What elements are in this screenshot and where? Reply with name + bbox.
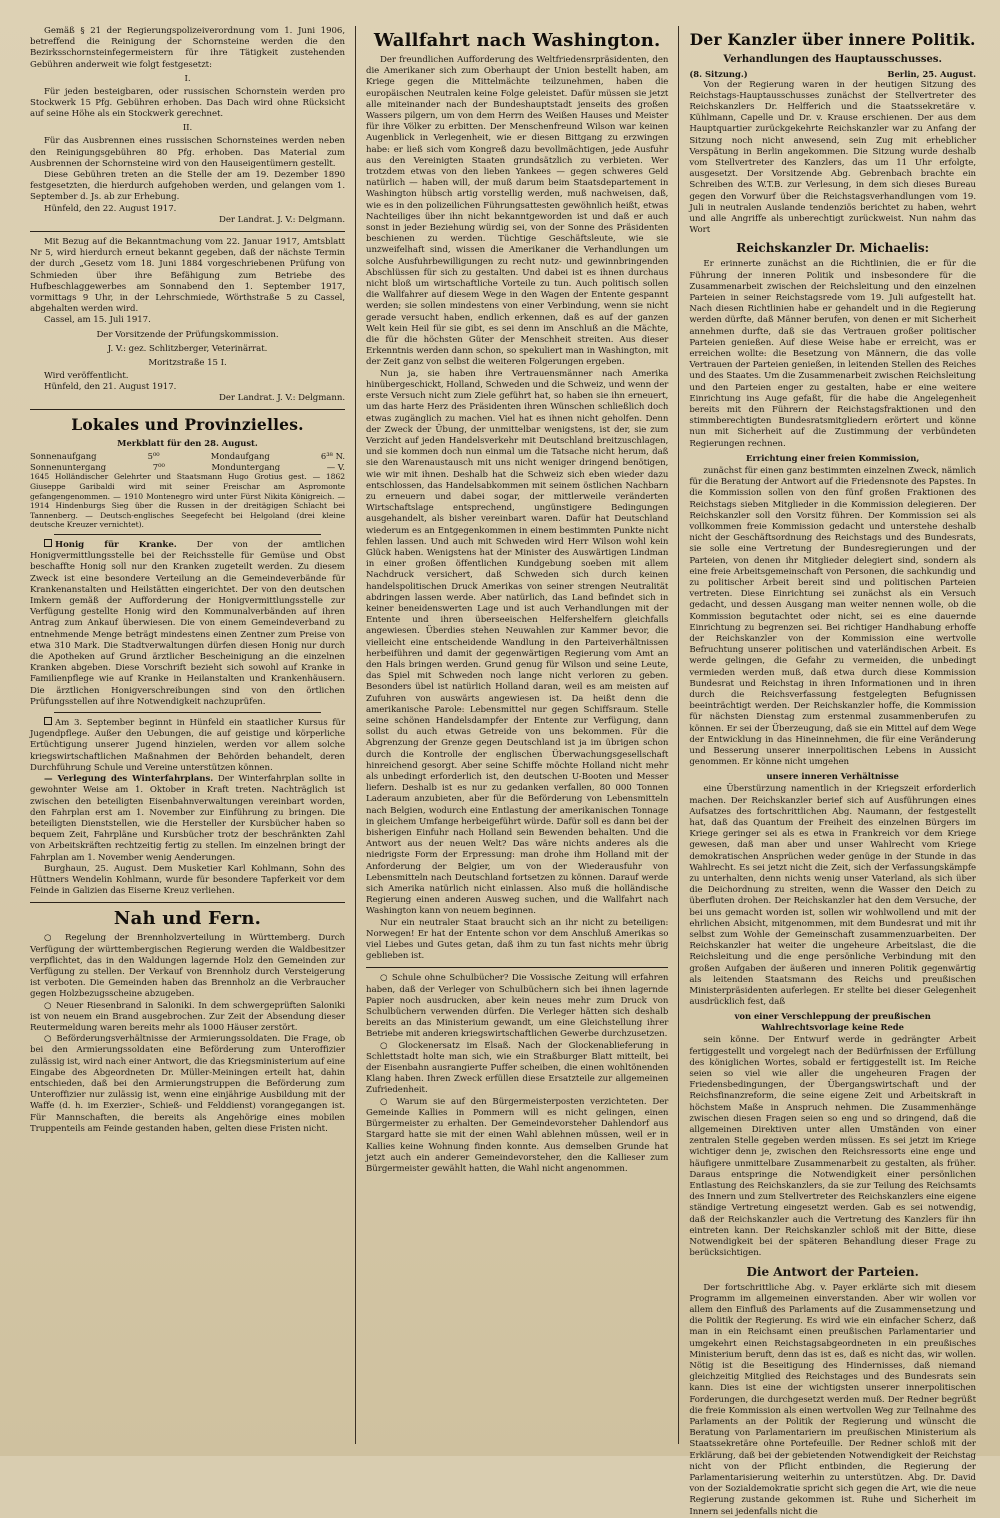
moonset-label: Monduntergang: [211, 461, 281, 472]
almanac-row: [30, 451, 345, 462]
notice-chair: Der Vorsitzende der Prüfungskommission.: [96, 329, 279, 340]
notice-paragraph: Mit Bezug auf die Bekanntmachung vom 22. Januar 1917, Amtsblatt Nr 5, wird hierdurch erneut bekannt gegeben, daß der nächste Termin der durch „Gesetz vom 18. Juni 1884 vorgeschriebenen Prüfung von Schmieden über ihre Befähigung zum Betriebe des Hufbeschlaggewerbes am Sonnabend den 1. September 1917, vormittags 9 Uhr, in der Lehrschmiede, Wörthstraße 5 zu Cassel, abgehalten werden wird.: [30, 237, 346, 315]
article-paragraph: Nun ja, sie haben ihre Vertrauensmänner nach Amerika hinübergeschickt, Holland, Schweden und die Schweiz, und wenn der erste Versuch nicht zum Ziele geführt hat, so haben sie ihn erneuert, um das harte Herz des Präsidenten ihren Wünschen schließlich doch etwas zugänglich zu machen. Viel hat es ihnen nicht geholfen. Denn der Zweck der Übung, der unmittelbar wenigstens, ist der, sie zum Verzicht auf jeden Handelsverkehr mit Deutschland breitzuschlagen, und sie kommen doch nun einmal um die Tatsache nicht herum, daß sie den Warenaustausch mit uns nicht weniger dringend benötigen, wie wir mit ihnen. Deshalb hat die Schweiz sich eben wieder dazu entschlossen, das Handelsabkommen mit seinem östlichen Nachbarn zu erneuern und dabei sogar, der mittlerweile veränderten Wirtschaftslage entsprechend, ungünstigere Bedingungen ausgehandelt, als bisher vereinbart waren. Dafür hat Deutschland wiederum es an Entgegenkommen in einem bestimmten Punkte nicht fehlen lassen. Und auch mit Schweden wird Herr Wilson wohl kein Glück haben. Wenigstens hat der Minister des Auswärtigen Lindman in einer großen öffentlichen Kundgebung soeben mit allem Nachdruck versichert, daß Schweden sich durch keinen handelspolitischen Druck Amerikas von seiner strengen Neutralität abdringen lassen werde. Aber natürlich, das Land befindet sich in keiner beneidenswerten Lage und ist auch Verhandlungen mit der Entente und ihren überseeischen Helfershelfern gleichfalls angewiesen. Überdies stehen Neuwahlen zur Kammer bevor, die vielleicht eine entscheidende Wandlung in den Parteiverhältnissen herbeiführen und damit der gegenwärtigen Regierung vom Amt an den Hals bringen werden. Grund genug für Wilson und seine Leute, das Spiel mit Schweden noch lange nicht verloren zu geben. Besonders übel ist natürlich Holland daran, weil es am meisten auf Zufuhren von auswärts angewiesen ist. Da heißt denn die amerikanische Parole: Lebensmittel nur gegen Schiffsraum. Stelle seine schönen Handelsdampfer der Entente zur Verfügung, dann sollst du auch etwas Getreide von uns bekommen. Für die Abgrenzung der Grenze gegen Deutschland ist ja im übrigen schon durch die Kontrolle der englischen Überwachungsgesellschaft hinreichend gesorgt. Aber seine Schiffe möchte Holland nicht mehr als unbedingt erforderlich ist, den deutschen U-Booten und Messer liefern. Deshalb ist es nur zu gedanken verfallen, 80 000 Tonnen Laderaum anzubieten, aber für die Beförderung von Lebensmitteln nach Belgien, wodurch eine Entlastung der amerikanischen Tonnage in gleichem Umfange herbeigeführt würde. Dafür soll es dann bei der bisherigen Einfuhr nach Holland sein Bewenden behalten. Und die Antwort aus der neuen Welt? Das wäre nichts anderes als die niedrigste Form der Erpressung: man drohe ihm Holland mit der Anforderung der Belgier, um von der Wiederausfuhr von Lebensmitteln nach Deutschland fortsetzen zu können. Darauf werde sich Amerika natürlich nicht einlassen. Also muß die holländische Regierung einen anderen Ausweg suchen, und die Wallfahrt nach Washington kann von neuem beginnen.: [366, 368, 669, 917]
moonset-time: — V.: [326, 461, 345, 472]
inline-subheading: unsere inneren Verhältnisse: [766, 771, 899, 782]
article-headline: — Verlegung des Winterfahrplans.: [44, 774, 214, 785]
news-item: ○ Neuer Riesenbrand in Saloniki. In dem schwergeprüften Saloniki ist von neuem ein Brand ausgebrochen. Zur Zeit der Absendung dieser Reutermeldung waren bereits mehr als 1000 Häuser zerstört.: [30, 1000, 346, 1033]
notice-chimney-fees: [30, 26, 345, 226]
columns: [20, 26, 986, 1517]
speaker-heading: Reichskanzler Dr. Michaelis:: [736, 241, 930, 256]
merkblatt-title: Merkblatt für den 28. August.: [117, 438, 258, 449]
article-subtitle: Verhandlungen des Hauptausschusses.: [723, 54, 942, 65]
almanac-row: [30, 462, 345, 473]
article-body: Der von der amtlichen Honigvermittlungsstelle bei der Reichsstelle für Gemüse und Obst beschaffte Honig soll nur den Kranken zugeteilt werden. Zu diesem Zweck ist eine besondere Verteilung an die Gemeindeverbände für Krankenanstalten und Heilstätten eingerichtet. Der von den deutschen Imkern gemäß der Aufforderung der Honigvermittlungsstelle zur Verfügung gestellte Honig wird den Kommunalverbänden auf ihren Antrag zum Ankauf überwiesen. Die von einem Gemeindeverband zu entnehmende Menge beträgt mindestens einen Zentner zum Preise von etwa 310 Mark. Die Stadtverwaltungen dürfen diesen Honig nur durch die Apotheken auf Grund ärztlicher Bescheinigung an die einzelnen Kranken abgeben. Diese Vorschrift bezieht sich sowohl auf Kranke in Familienpflege wie auf Kranke in Heilanstalten und Krankenhäusern. Die ärztlichen Honigverschreibungen sind von den örtlichen Prüfungsstellen auf ihre Notwendigkeit nachzuprüfen.: [30, 540, 346, 707]
notice-signature: Der Landrat. J. V.: Delgmann.: [219, 214, 346, 225]
notice-place-date: Hünfeld, den 21. August 1917.: [44, 381, 177, 392]
divider: [54, 712, 321, 713]
article-paragraph: Er erinnerte zunächst an die Richtlinien, die er für die Führung der inneren Politik und insbesondere für die Zusammenarbeit zwischen der Reichsleitung und den einzelnen Parteien in seiner Reichstagsrede vom 19. Juli aufgestellt hat. Nach diesen Richtlinien habe er gehandelt und in die Regierung werden dürfte, daß Männer berufen, von denen er mit Sicherheit annehmen durfte, daß sie das Vertrauen großer politischer Parteien genießen. Auf diese Weise habe er erreicht, was er erreichen wollte: die Besetzung von Männern, die das volle Vertrauen der Parteien genießen, in leitenden Stellen des Reiches und des Staates. Um die Zusammenarbeit zwischen Reichsleitung und den Parteien enger zu gestalten, habe er eine weitere Einrichtung ins Auge gefaßt, für die habe die Angelegenheit bereits mit den Führern der Reichstagsfraktionen und den stimmberechtigten Bundesratsmitgliedern erörtert und könne nun mit Sicherheit auf die Zustimmung der verbündeten Regierungen rechnen.: [689, 259, 976, 449]
article-paragraph: sein könne. Der Entwurf werde in gedrängter Arbeit fertiggestellt und vorgelegt nach der Bedürfnissen der Erfüllung des königlichen Wortes, sobald er fertiggestellt ist. Im Reiche seien so viel wie aller die ungeheuren Fragen der Friedensbedingungen, der Übergangswirtschaft und der Reichsfinanzreform, die seine eigene Zeit und Arbeitskraft in höchstem Maße in Anspruch nehmen. Die Zusammenhänge zwischen diesen Fragen seien so eng und so dringend, daß die allgemeinen Direktiven unter allen Umständen von einer zentralen Stelle gegeben werden müssen. Es sei jetzt im Kriege wichtiger denn je, zwischen den Reichsressorts eine enge und häufigere unmittelbare Zusammenarbeit zu gestalten, als früher. Daraus entspringe die Notwendigkeit einer persönlichen Entlastung des Reichskanzlers, da sie zur Teilung des Reichsamts des Innern und zum Stellvertreter des Reichskanzlers eine eigene ständige Vertretung eingesetzt werden. Gab es sei notwendig, daß der Reichskanzler auch die Vertretung des Kanzlers für ihn eintreten kann. Der Reichskanzler schloß mit der Bitte, diese Notwendigkeit bei der späteren Behandlung dieser Frage zu berücksichtigen.: [689, 1035, 976, 1259]
article-paragraph: Der fortschrittliche Abg. v. Payer erklärte sich mit diesem Programm im allgemeinen einverstanden. Aber wir wollen vor allem den Einfluß des Parlaments auf die Zusammensetzung und die Politik der Regierung. Es wird wie ein einfacher Scherz, daß man in ein Reichsamt einen preußischen Parlamentarier und umgekehrt einen Reichstagsabgeordneten in ein preußisches Ministerium beruft, denn das ist es, daß es nicht das, wir wollen. Nötig ist die Beseitigung des Hindernisses, daß niemand gleichzeitig Mitglied des Reichstages und des Bundesrats sein kann. Dies ist eine der wichtigsten unserer innerpolitischen Forderungen, die durchgesetzt werden muß. Der Redner begrüßt die freie Kommission als einen wertvollen Weg zur Teilnahme des Parlaments an der Politik der Regierung und wünscht die Beratung von Parlamentariern im preußischen Ministerium als Staatssekretäre ohne Portefeuille. Der Redner schloß mit der Erklärung, daß bei der gebietenden Notwendigkeit der Reichstag nicht von der Pflicht entbinden, die Regierung der Parlamentarisierung weiterhin zu unterstützen. Abg. Dr. David von der Sozialdemokratie spricht sich gegen die Art, wie die neue Regierung zustande gekommen ist. Ruhe und Sicherheit im Innern sei jedenfalls nicht die: [689, 1282, 976, 1517]
inline-subheading: von einer Verschleppung der preußischen Wahlrechtsvorlage keine Rede: [734, 1011, 931, 1033]
square-bullet-icon: [44, 539, 52, 547]
divider: [30, 902, 345, 903]
article-paragraph: zunächst für einen ganz bestimmten einzelnen Zweck, nämlich für die Beratung der Antwort auf die Friedensnote des Papstes. In die Kommission sollen von den fünf großen Fraktionen des Reichstags sieben Mitglieder in die Kommission delegieren. Der Reichskanzler soll den Vorsitz führen. Der Kommission sei als vollkommen freie Kommission gedacht und unterstehe deshalb nicht der Geschäftsordnung des Reichstags und des Bundesrats, sie solle eine Vertretung der Bundesregierungen und der Parteien, von denen ihr Mitglieder delegiert sind, sondern als eine freie Arbeitsgemeinschaft von Personen, die sachkundig und zu politischer Arbeit bereit sind und politischen Parteien vertreten. Diese Einrichtung sei zunächst als ein Versuch gedacht, und dessen Ausgang man weiter nennen wolle, ob die Kommission begutachtet oder nicht, sei es eine dauernde Einrichtung zu begrenzen sei. Bei richtiger Handhabung erhoffe der Reichskanzler von der Kommission eine wertvolle Befruchtung unserer politischen und vaterländischen Arbeit. Es werde gelingen, die Gefahr zu vermeiden, die unbedingt vermieden werden muß, daß etwa durch diese Kommission Bundesrat und Reichstag in ihren Informationen und in ihren durch die Reichsverfassung festgelegten Befugnissen beeinträchtigt werden. Der Reichskanzler hoffe, die Kommission für nächsten Dienstag zum erstenmal zusammenberufen zu können. Er sei der Überzeugung, daß sie ein Mittel auf dem Wege der Entwicklung in das Hineinnehmen, die für eine Veränderung und Besserung unserer innerpolitischen Lebens in Aussicht genommen. Er könne nicht umgehen: [689, 465, 976, 768]
column-middle: [355, 26, 678, 1444]
session-label: (8. Sitzung.): [689, 69, 748, 79]
news-item: ○ Glockenersatz im Elsaß. Nach der Glockenablieferung in Schlettstadt holte man sich, wie ein Straßburger Blatt mitteilt, bei der Eisenbahn ausrangierte Puffer scheiben, die einen wohltönenden Klang haben. Ihren Zweck erfüllen diese Ersatzteile zur allgemeinen Zufriedenheit.: [366, 1040, 669, 1096]
notice-paragraph: Diese Gebühren treten an die Stelle der am 19. Dezember 1890 festgesetzten, die hierdurch aufgehoben werden, und gelangen vom 1. September d. Js. ab zur Erhebung.: [30, 170, 346, 203]
article-body: Am 3. September beginnt in Hünfeld ein staatlicher Kursus für Jugendpflege. Außer den Uebungen, die auf geistige und körperliche Ertüchtigung unserer Jugend hinzielen, werden vor allem solche kriegswirtschaftlichen Maßnahmen der Behörden behandelt, deren Durchführung Schule und Vereine unterstützen können.: [30, 718, 346, 773]
article-honig: [30, 539, 345, 708]
sunset-label: Sonnenuntergang: [30, 461, 107, 472]
section-heading-parteien: Die Antwort der Parteien.: [746, 1264, 919, 1279]
dateline-row: [689, 69, 976, 80]
sunset-time: 7⁰⁰: [152, 461, 165, 472]
news-item: ○ Beförderungsverhältnisse der Armierungssoldaten. Die Frage, ob bei den Armierungssoldaten eine Beförderung zum Unteroffizier zulässig ist, wird nach einer Antwort, die das Kriegsministerium auf eine Eingabe des Abgeordneten Dr. Müller-Meiningen erteilt hat, dahin entschieden, daß bei den Armierungstruppen die Beförderung zum Unteroffizier nur zulässig ist, wenn eine einjährige Ausbildung mit der Waffe (d. h. im Exerzier-, Schieß- und Felddienst) vorangegangen ist. Für Mannschaften, die bereits als Angehörige eines mobilen Truppenteils am Feinde gestanden haben, gelten diese Fristen nicht.: [30, 1034, 346, 1134]
divider: [30, 231, 345, 232]
column-right: [678, 26, 986, 1517]
notice-address: Moritzstraße 15 I.: [148, 357, 227, 368]
article-title-wallfahrt: Wallfahrt nach Washington.: [373, 30, 661, 51]
notice-signature: J. V.: gez. Schlitzberger, Veterinärrat.: [107, 343, 268, 354]
article-paragraph: Nur ein neutraler Staat braucht sich an ihr nicht zu beteiligen: Norwegen! Er hat der Entente schon vor dem Anschluß Amerikas so viel Liebes und Gutes getan, daß ihm zu tun fast nichts mehr übrig geblieben ist.: [366, 917, 669, 962]
notice-place-date: Hünfeld, den 22. August 1917.: [44, 203, 177, 214]
notice-farrier-exam: [30, 237, 345, 404]
square-bullet-icon: [44, 717, 52, 725]
sunrise-time: 5⁰⁰: [147, 451, 160, 462]
notice-publication: Wird veröffentlicht.: [44, 370, 129, 381]
sunrise-label: Sonnenaufgang: [30, 451, 97, 462]
divider: [54, 534, 321, 535]
divider: [30, 409, 345, 410]
article-fahrplan: [30, 774, 345, 864]
section-title-lokales: Lokales und Provinzielles.: [71, 415, 304, 435]
article-paragraph: Der freundlichen Aufforderung des Weltfriedensrpräsidenten, den die Amerikaner sich zum Oberhaupt der Union bestellt haben, am Kriege gegen die Mittelmächte teilzunehmen, haben die europäischen Neutralen keine Folge geleistet. Dafür müssen sie jetzt alle miteinander nach der Bundeshauptstadt jenseits des großen Wassers pilgern, um von dem Herrn des Weißen Hauses und Meister für ihre Völker zu erbitten. Der Menschenfreund Wilson war keinen Augenblick in Verlegenheit, wie er diesen Bittgang zu erzwingen habe: er ließ sich vom Kongreß dazu bevollmächtigen, jede Ausfuhr aus den Vereinigten Staaten grundsätzlich zu verbieten. Wer trotzdem etwas von den lieben Yankees — gegen schweres Geld natürlich — haben will, der muß darum beim Staatsdepartement in Washington hübsch artig vorstellig werden, muß nachweisen, daß, wie es in den polizeilichen Führungsattesten gewöhnlich heißt, etwas Nachteiliges über ihn nicht bekanntgeworden ist und daß er auch sonst in jeder Beziehung würdig sei, von der Sonne des Präsidenten beschienen zu werden. Tüchtige Geschäftsleute, wie sie unzweifelhaft sind, wissen die Amerikaner die Verhandlungen um solche Ausfuhrbewilligungen zu recht nutz- und gewinnbringenden Abschlüssen für sich zu gestalten. Und dabei ist es ihnen durchaus nicht bloß um wirtschaftliche Vorteile zu tun. Auch politisch sollen die Wallfahrer auf diesem Wege in den Wagen der Entente gespannt werden; sie sollen mindestens von einer Verbindung, wenn sie nicht gerade versucht haben, endlich erkennen, daß es auf der ganzen Welt kein Heil für sie gibt, es sei denn im Anschluß an die Mächte, die für die höchsten Güter der Menschheit streiten. Aus dieser Erkenntnis werden dann schon, so spekuliert man in Washington, mit der Zeit ganz von selbst die weiteren Folgerungen ergeben.: [366, 55, 669, 368]
news-item: ○ Regelung der Brennholzverteilung in Württemberg. Durch Verfügung der württembergischen Regierung werden die Waldbesitzer verpflichtet, das in den Waldungen lagernde Holz den Gemeinden zur Verfügung zu stellen. Der Verkauf von Brennholz durch Versteigerung ist verboten. Die Gemeinden haben das Brennholz an die Verbraucher gegen Holzbezugsscheine abzugeben.: [30, 933, 346, 1000]
notice-place-date: Cassel, am 15. Juli 1917.: [44, 315, 151, 326]
notice-paragraph: Gemäß § 21 der Regierungspolizeiverordnung vom 1. Juni 1906, betreffend die Reinigung der Schornsteine werden die den Bezirksschornsteinfegermeistern für ihre Tätigkeit zustehenden Gebühren anderweit wie folgt festgesetzt:: [30, 26, 346, 70]
article-headline: Honig für Kranke.: [55, 540, 177, 551]
notice-paragraph: Für das Ausbrennen eines russischen Schornsteines werden neben den Reinigungsgebühren 80 Pfg. erhoben. Das Material zum Ausbrennen der Schornsteine wird von den Hauseigentümern gestellt.: [30, 136, 346, 169]
news-item: ○ Schule ohne Schulbücher? Die Vossische Zeitung will erfahren haben, daß der Verleger von Schulbüchern sich bei ihnen lagernde Papier noch ausdrucken, aber kein neues mehr zum Druck von Schulbüchern verwenden dürfen. Die Verleger hätten sich deshalb bereits an das Ministerium gewandt, um eine Gleichstellung ihrer Betriebe mit anderen kriegswirtschaftlichen Gewerbe durchzusetzen.: [366, 973, 669, 1040]
almanac-history: [30, 472, 345, 530]
inline-subheading: Errichtung einer freien Kommission,: [746, 452, 920, 463]
moonrise-time: 6³⁸ N.: [320, 451, 346, 462]
divider: [366, 967, 668, 968]
article-paragraph: Von der Regierung waren in der heutigen Sitzung des Reichstags-Hauptausschusses zunächst der Stellvertreter des Reichskanzlers Dr. Helfferich und die Staatssekretäre v. Kühlmann, Capelle und Dr. v. Krause erschienen. Der aus dem Hauptquartier zurückgekehrte Reichskanzler war zu Anfang der Sitzung noch nicht anwesend, sein Zug mit erheblicher Verspätung in Berlin angekommen. Die Sitzung wurde deshalb vom Stellvertreter des Kanzlers, das um 11 Uhr erfolgte, ausgesetzt. Der Vorsitzende Abg. Gebrenbach brachte ein Schreiben des W.T.B. zur Verlesung, in dem sich dieses Bureau gegen den Vorwurf über die Reichstagsverhandlungen vom 19. Juli in neutralen Auslande tendenziös berichtet zu haben, wehrt und alle Angriffe als unberechtigt zurückweist. Nun nahm das Wort: [689, 79, 976, 236]
news-item: ○ Warum sie auf den Bürgermeisterposten verzichteten. Der Gemeinde Kallies in Pommern will es nicht gelingen, einen Bürgermeister zu erhalten. Der Gemeindevorsteher Dahlendorf aus Stargard hatte sie mit der einen Wahl ablehnen müssen, weil er in Kallies keine Wohnung finden konnte. Aus demselben Grunde hat jetzt auch ein anderer Gemeindevorsteher, den die Kallieser zum Bürgermeister gewählt hatten, die Wahl nicht angenommen.: [366, 1096, 669, 1174]
notice-section-number: II.: [182, 123, 193, 134]
moonrise-label: Mondaufgang: [210, 451, 270, 462]
article-kursus: [30, 717, 345, 774]
article-title-kanzler: Der Kanzler über innere Politik.: [689, 30, 976, 49]
column-left: [20, 26, 355, 1444]
notice-paragraph: Für jeden besteigbaren, oder russischen Schornstein werden pro Stockwerk 15 Pfg. Gebühren erhoben. Das Dach wird ohne Rücksicht auf seine Höhe als ein Stockwerk gerechnet.: [30, 86, 346, 120]
history-text: 1645 Holländischer Gelehrter und Staatsmann Hugo Grotius gest. — 1862 Giuseppe Garibaldi wird mit seiner Freischar am Aspromonte gefangengenommen. — 1910 Montenegro wird unter Fürst Nikita Königreich. — 1914 Hindenburgs Sieg über die Russen in der dreitägigen Schlacht bei Tannenberg. — Deutsch-englisches Seegefecht bei Helgoland (drei kleine deutsche Kreuzer vernichtet).: [30, 472, 346, 530]
article-paragraph: eine Überstürzung namentlich in der Kriegszeit erforderlich machen. Der Reichskanzler berief sich auf Ausführungen eines Aufsatzes des fortschrittlichen Abg. Naumann, der festgestellt hat, daß das Quantum der Freiheit des einzelnen Bürgers im Kriege geringer sei als es etwa in Frankreich vor dem Kriege gewesen, daß man aber und unser Wahlrecht vom Kriege demokratischen Ansprüchen weder genüge in der Stunde in das Wahlrecht. Es sei jetzt nicht die Zeit, sich der Verfassungskämpfe zu unterhalten, denn nichts wenig unser Vaterland, als sich über die Deichordnung zu streiten, wenn die Wasser den Deich zu überfluten drohen. Der Reichskanzler hat den dem Versuche, der bei uns gemacht worden ist, sollen wir wohlwollend und mit der ehrlichen Absicht, mitgenommen, mit dem Bundesrat und mit ihr selbst zum Wohle der Gemeinschaft zusammenzuarbeiten. Der Reichskanzler hat weiter die ungeheure Arbeitslast, die die Reichsleitung und die enge persönliche Verbindung mit den großen Aufgaben der äußeren und inneren Politik gegenwärtig als leitenden Staatsmann des Reichs und preußischen Ministerpräsidenten auferlegen. Er stellte bei dieser Gelegenheit ausdrücklich fest, daß: [689, 784, 976, 1008]
notice-section-number: I.: [184, 73, 191, 84]
article-burghaun: Burghaun, 25. August. Dem Musketier Karl Kohlmann, Sohn des Hüttners Wendelin Kohlmann, wurde für besondere Tapferkeit vor dem Feinde in Galizien das Eiserne Kreuz verliehen.: [30, 863, 346, 897]
article-body: Der Winterfahrplan sollte in gewohnter Weise am 1. Oktober in Kraft treten. Nachträglich ist zwischen den beteiligten Eisenbahnverwaltungen vereinbart worden, den Fahrplan erst am 1. November zur Einführung zu bringen. Die beteiligten Dienststellen, wie die Hersteller der Kursbücher haben so bequem Zeit, Fahrpläne und Kursbücher trotz der beschränkten Zahl von Arbeitskräften rechtzeitig fertig zu stellen. Im einzelnen bringt der Fahrplan am 1. November wenig Aenderungen.: [30, 774, 346, 863]
dateline: Berlin, 25. August.: [887, 69, 976, 79]
section-title-nah-und-fern: Nah und Fern.: [113, 908, 262, 930]
notice-signature: Der Landrat. J. V.: Delgmann.: [219, 393, 346, 404]
